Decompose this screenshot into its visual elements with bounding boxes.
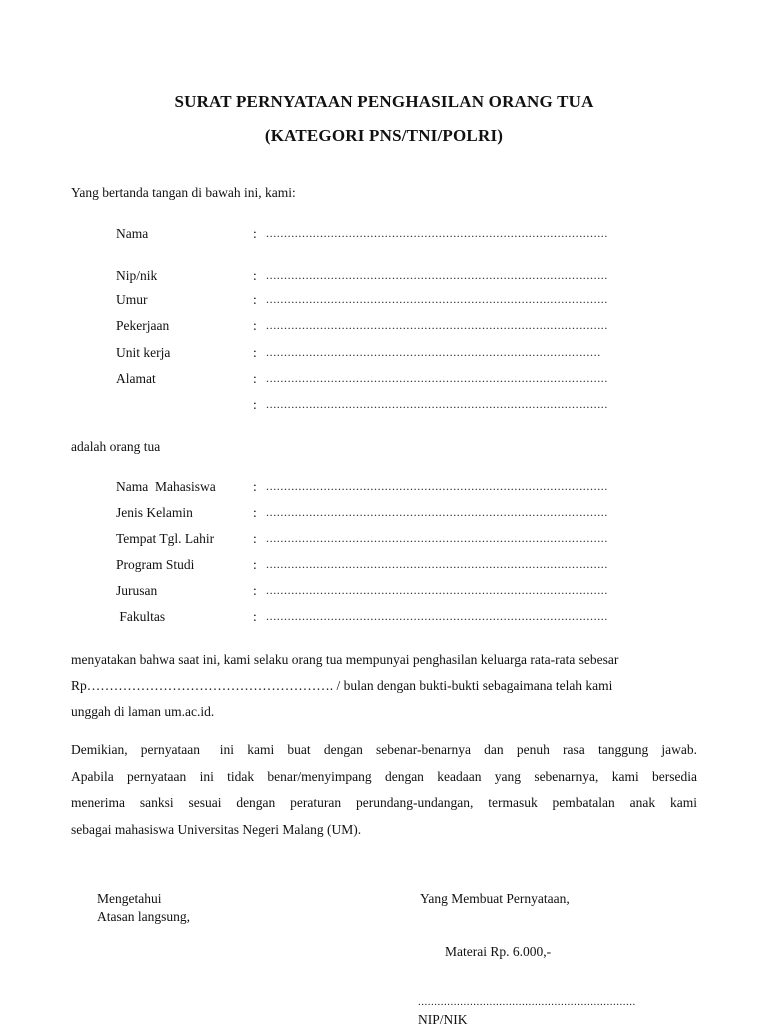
signature-left bbox=[97, 890, 190, 926]
field-blank-line: ............................................................................................... bbox=[266, 479, 608, 493]
field-colon: : bbox=[253, 505, 257, 520]
field-label: Unit kerja bbox=[116, 345, 171, 360]
field-row bbox=[116, 318, 676, 338]
nip-label: NIP/NIK bbox=[418, 1012, 468, 1027]
field-row bbox=[116, 371, 676, 391]
field-blank-line: ............................................................................................... bbox=[266, 557, 608, 571]
field-row bbox=[116, 292, 676, 312]
field-colon: : bbox=[253, 371, 257, 386]
field-label: Umur bbox=[116, 292, 148, 307]
closing-line: menerima sanksi sesuai dengan peraturan perundang-undangan, termasuk pembatalan anak kami bbox=[71, 795, 697, 810]
statement-line: Rp………………………………………………. / bulan dengan bukti-bukti sebagaimana telah kami bbox=[71, 678, 613, 693]
field-label: Tempat Tgl. Lahir bbox=[116, 531, 215, 546]
field-colon: : bbox=[253, 292, 257, 307]
closing-line: Apabila pernyataan ini tidak benar/menyimpang dengan keadaan yang sebenarnya, kami bersedia bbox=[71, 768, 697, 784]
statement-line: unggah di laman um.ac.id. bbox=[71, 704, 215, 719]
field-row bbox=[116, 397, 676, 417]
atasan-label: Atasan langsung, bbox=[97, 909, 190, 924]
field-colon: : bbox=[253, 345, 257, 360]
field-label: Nama Mahasiswa bbox=[116, 479, 216, 494]
field-colon: : bbox=[253, 318, 257, 333]
materai-label: Materai Rp. 6.000,- bbox=[445, 944, 552, 959]
field-colon: : bbox=[253, 531, 257, 546]
adalah-text: adalah orang tua bbox=[71, 439, 161, 454]
field-blank-line: ............................................................................................... bbox=[266, 397, 608, 411]
closing-line: sebagai mahasiswa Universitas Negeri Malang (UM). bbox=[71, 821, 362, 837]
document-subtitle: (KATEGORI PNS/TNI/POLRI) bbox=[264, 126, 504, 145]
closing-line: Demikian, pernyataan ini kami buat dengan sebenar-benarnya dan penuh rasa tanggung jawab. bbox=[71, 742, 697, 757]
field-colon: : bbox=[253, 479, 257, 494]
field-row bbox=[116, 226, 676, 246]
field-blank-line: ............................................................................................... bbox=[266, 583, 608, 597]
field-label: Pekerjaan bbox=[116, 318, 170, 333]
statement-line: menyatakan bahwa saat ini, kami selaku orang tua mempunyai penghasilan keluarga rata-rata sebesar bbox=[71, 652, 619, 667]
field-colon: : bbox=[253, 268, 257, 283]
closing-paragraph bbox=[71, 737, 697, 843]
field-colon: : bbox=[253, 397, 257, 412]
field-row bbox=[116, 557, 676, 577]
field-row bbox=[116, 268, 676, 288]
field-row bbox=[116, 531, 676, 551]
field-row bbox=[116, 583, 676, 603]
field-blank-line: ............................................................................................... bbox=[266, 531, 608, 545]
statement-paragraph bbox=[71, 647, 618, 725]
field-label: Nama bbox=[116, 226, 149, 241]
field-blank-line: ............................................................................................... bbox=[266, 292, 608, 306]
field-blank-line: ............................................................................................... bbox=[266, 226, 608, 240]
field-label: Program Studi bbox=[116, 557, 195, 572]
field-label: Jurusan bbox=[116, 583, 158, 598]
field-row bbox=[116, 505, 676, 525]
field-blank-line: ............................................................................................... bbox=[266, 371, 608, 385]
document-title: SURAT PERNYATAAN PENGHASILAN ORANG TUA bbox=[174, 92, 594, 111]
field-row bbox=[116, 479, 676, 499]
field-label: Fakultas bbox=[116, 609, 166, 624]
field-colon: : bbox=[253, 557, 257, 572]
field-row bbox=[116, 609, 676, 629]
signer-title: Yang Membuat Pernyataan, bbox=[420, 891, 570, 906]
field-colon: : bbox=[253, 609, 257, 624]
field-blank-line: ............................................................................................... bbox=[266, 505, 608, 519]
field-blank-line: ............................................................................................... bbox=[266, 268, 608, 282]
field-colon: : bbox=[253, 583, 257, 598]
field-row bbox=[116, 345, 676, 365]
field-label: Jenis Kelamin bbox=[116, 505, 193, 520]
mengetahui-label: Mengetahui bbox=[97, 891, 162, 906]
field-label: Nip/nik bbox=[116, 268, 158, 283]
field-blank-line: ............................................................................................. bbox=[266, 345, 601, 359]
field-colon: : bbox=[253, 226, 257, 241]
signature-blank-line: ................................................................... bbox=[418, 996, 636, 1008]
field-blank-line: ............................................................................................... bbox=[266, 609, 608, 623]
field-blank-line: ............................................................................................... bbox=[266, 318, 608, 332]
field-label: Alamat bbox=[116, 371, 156, 386]
intro-text: Yang bertanda tangan di bawah ini, kami: bbox=[71, 185, 296, 200]
